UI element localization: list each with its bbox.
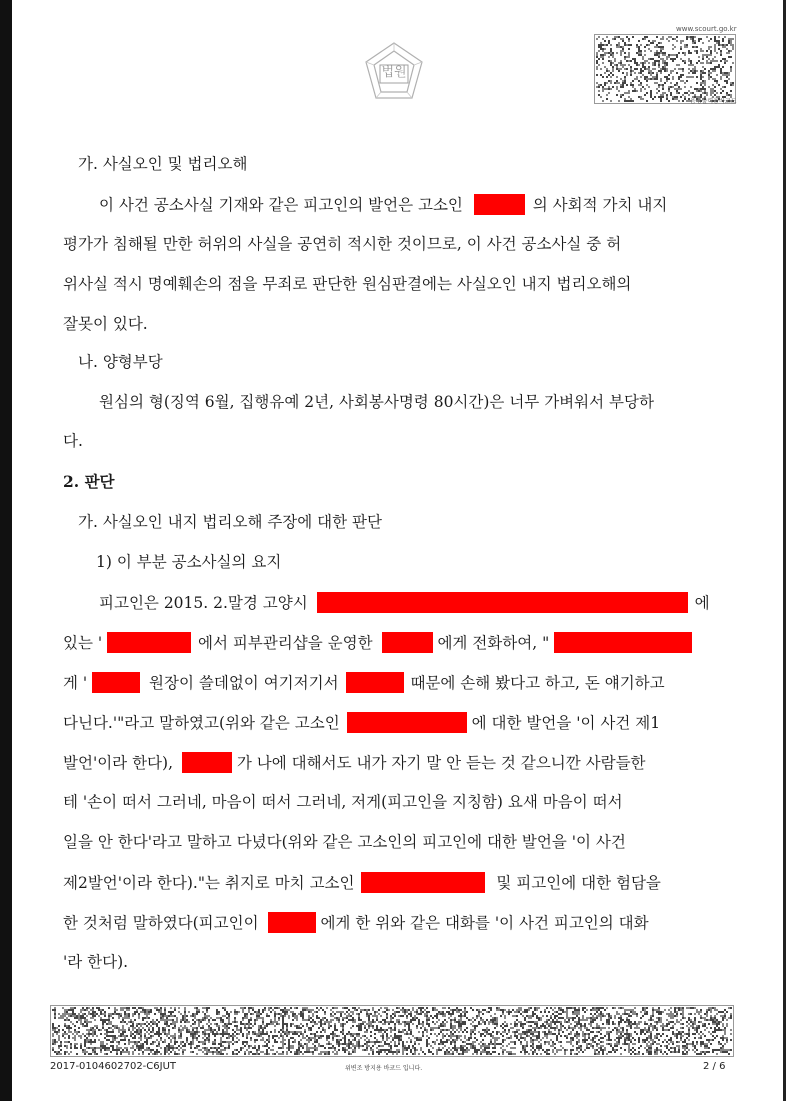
text-line: 테 '손이 떠서 그러네, 마음이 떠서 그러네, 저게(피고인을 지칭함) 요새 마음이 떠서 — [63, 793, 623, 811]
text-segment: 피고인은 2015. 2.말경 고양시 — [99, 594, 308, 612]
text-segment: 이 사건 공소사실 기재와 같은 피고인의 발언은 고소인 — [99, 196, 463, 214]
page-number: 2 / 6 — [703, 1061, 726, 1072]
text-line: 원심의 형(징역 6월, 집행유예 2년, 사회봉사명령 80시간)은 너무 가벼워서 부당하 — [99, 393, 654, 411]
voice-barcode-caption: 음성출력용바코드 — [690, 98, 737, 105]
redaction-box — [346, 672, 404, 693]
voice-barcode-icon — [594, 34, 736, 104]
text-segment: 및 피고인에 대한 험담을 — [496, 874, 661, 892]
text-line — [99, 194, 667, 215]
text-line — [63, 632, 692, 653]
text-segment: 에게 전화하여, " — [437, 634, 550, 652]
text-segment: 에서 피부관리샵을 운영한 — [198, 634, 373, 652]
redaction-box — [107, 632, 191, 653]
text-line: '라 한다). — [63, 953, 129, 971]
text-segment: 에 — [694, 594, 710, 612]
text-segment: 가 나에 대해서도 내가 자기 말 안 듣는 것 같으니깐 사람들한 — [236, 754, 646, 772]
section-heading-sentencing: 나. 양형부당 — [78, 353, 163, 371]
redaction-box — [382, 632, 433, 653]
text-line: 다. — [63, 432, 83, 450]
redaction-box — [182, 752, 232, 773]
text-segment: 한 것처럼 말하였다(피고인이 — [63, 914, 259, 932]
text-segment: 게 ' — [63, 674, 88, 692]
barcode-note: 위변조 방지용 바코드 입니다. — [345, 1065, 423, 1072]
court-seal-icon — [362, 40, 426, 106]
subsection-subheading: 1) 이 부분 공소사실의 요지 — [96, 553, 282, 571]
text-segment: 의 사회적 가치 내지 — [532, 196, 668, 214]
text-line: 일을 안 한다'라고 말하고 다녔다(위와 같은 고소인의 피고인에 대한 발언을 '이 사건 — [63, 833, 626, 851]
redaction-box — [268, 912, 316, 933]
court-url: www.scourt.go.kr — [676, 25, 737, 33]
text-line — [99, 592, 710, 613]
text-line — [63, 672, 665, 693]
judgment-heading: 2. 판단 — [63, 472, 115, 491]
text-line: 잘못이 있다. — [63, 315, 148, 333]
text-line — [63, 752, 646, 773]
text-line — [63, 912, 649, 933]
redaction-box — [347, 712, 467, 733]
text-line — [63, 872, 661, 893]
text-line: 위사실 적시 명예훼손의 점을 무죄로 판단한 원심판결에는 사실오인 내지 법리오해의 — [63, 275, 632, 293]
text-line: 평가가 침해될 만한 허위의 사실을 공연히 적시한 것이므로, 이 사건 공소사실 중 허 — [63, 235, 622, 253]
text-segment: 원장이 쓸데없이 여기저기서 — [149, 674, 339, 692]
section-heading-fact-error: 가. 사실오인 및 법리오해 — [78, 155, 248, 173]
redaction-box — [317, 592, 688, 613]
text-line — [63, 712, 660, 733]
text-segment: 에게 한 위와 같은 대화를 '이 사건 피고인의 대화 — [320, 914, 649, 932]
text-segment: 때문에 손해 봤다고 하고, 돈 얘기하고 — [410, 674, 665, 692]
redaction-box — [92, 672, 140, 693]
redaction-box — [474, 194, 525, 215]
text-segment: 제2발언'이라 한다)."는 취지로 마치 고소인 — [63, 874, 355, 892]
page-left-border — [0, 0, 12, 1101]
text-segment: 에 대한 발언을 '이 사건 제1 — [471, 714, 661, 732]
text-segment: 발언'이라 한다), — [63, 754, 174, 772]
seal-label: 법원 — [381, 65, 407, 80]
redaction-box — [361, 872, 485, 893]
text-segment: 있는 ' — [63, 634, 103, 652]
redaction-box — [554, 632, 692, 653]
document-code: 2017-0104602702-C6JUT — [50, 1061, 177, 1072]
subsection-heading: 가. 사실오인 내지 법리오해 주장에 대한 판단 — [78, 513, 383, 531]
text-segment: 다닌다.'"라고 말하였고(위와 같은 고소인 — [63, 714, 340, 732]
anti-forgery-barcode-icon — [50, 1005, 734, 1057]
